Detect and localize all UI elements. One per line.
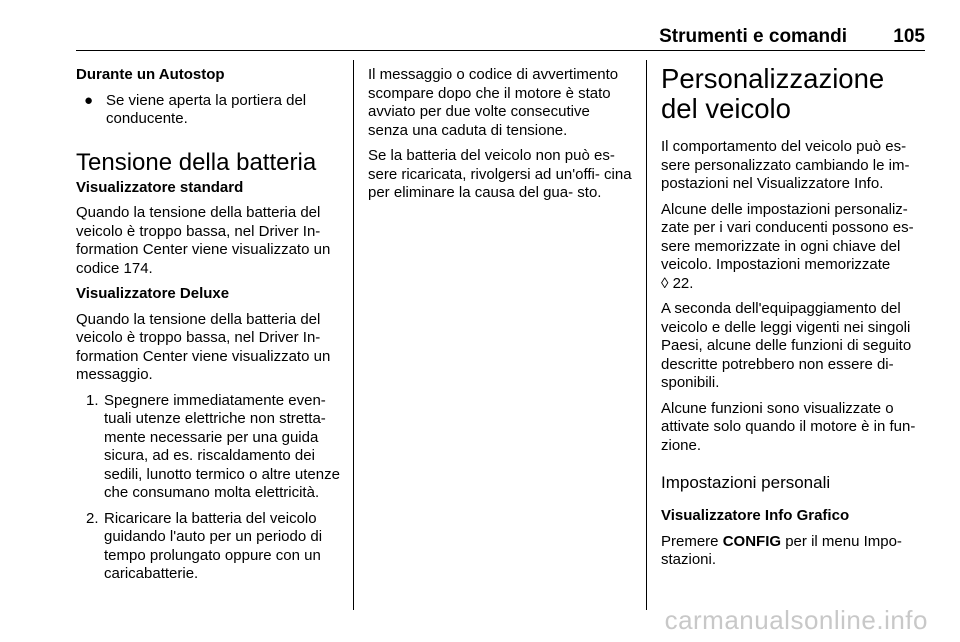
step-text: Spegnere immediatamente even- tuali utenze elettriche non stretta- mente necessarie per una guida sicura, ad es. riscaldamento dei sedili, lunotto termico o altre utenze che consumano molta elettricità. — [104, 391, 340, 501]
column-right — [661, 60, 926, 577]
personalization-intro: Il comportamento del veicolo può es- sere personalizzato cambiando le im- postazioni nel Visualizzatore Info. — [661, 138, 910, 192]
autostop-title: Durante un Autostop — [76, 66, 225, 83]
personal-settings-heading: Impostazioni personali — [661, 473, 831, 492]
battery-heading: Tensione della batteria — [76, 148, 317, 176]
watermark: carmanualsonline.info — [664, 605, 928, 635]
step-item — [86, 392, 340, 503]
warning-message-text: Il messaggio o codice di avvertimento scompare dopo che il motore è stato avviato per due volte consecutive senza una caduta di tensione. — [368, 66, 619, 139]
step-item — [86, 510, 340, 584]
step-number: 2. — [86, 509, 99, 527]
equipment-note: A seconda dell'equipaggiamento del veicolo e delle leggi vigenti nei singoli Paesi, alcune delle funzioni di seguito descritte potrebbero non essere di- sponibili. — [661, 300, 912, 391]
deluxe-display-title: Visualizzatore Deluxe — [76, 285, 230, 302]
deluxe-display-text: Quando la tensione della batteria del veicolo è troppo bassa, nel Driver In- formation Center viene visualizzato un messaggio. — [76, 310, 331, 383]
page-ref-icon: ◊ — [661, 274, 669, 292]
config-key: CONFIG — [722, 532, 782, 550]
battery-recharge-text: Se la batteria del veicolo non può es- sere ricaricata, rivolgersi ad un'offi- cina per eliminare la causa del gua- sto. — [368, 147, 632, 201]
page-number: 105 — [893, 26, 925, 47]
page-header — [76, 26, 925, 52]
info-graphic-title: Visualizzatore Info Grafico — [661, 507, 850, 524]
column-left — [76, 60, 340, 591]
personalization-heading: Personalizzazione del veicolo — [661, 63, 885, 124]
column-middle — [368, 60, 632, 210]
column-divider-2 — [646, 60, 647, 610]
step-number: 1. — [86, 391, 99, 409]
std-display-text: Quando la tensione della batteria del veicolo è troppo bassa, nel Driver In- formation Center viene visualizzato un codice 174. — [76, 204, 331, 277]
personalization-memory-text: Alcune delle impostazioni personaliz- zate per i vari conducenti possono es- sere memorizzate in ogni chiave del veicolo. Impostazioni memorizzate ◊ 22. — [661, 200, 914, 292]
column-divider-1 — [353, 60, 354, 610]
header-divider — [76, 50, 925, 51]
bullet-icon: ● — [84, 91, 94, 109]
page-ref-link[interactable]: 22. — [672, 274, 694, 292]
step-text: Ricaricare la batteria del veicolo guidando l'auto per un periodo di tempo prolungato oppure con un caricabatterie. — [104, 509, 323, 582]
config-instruction: Premere CONFIG per il menu Impo- stazioni. — [661, 532, 902, 568]
std-display-title: Visualizzatore standard — [76, 178, 244, 196]
engine-note: Alcune funzioni sono visualizzate o attivate solo quando il motore è in fun- zione. — [661, 399, 916, 454]
header-title: Strumenti e comandi — [659, 26, 847, 47]
bullet-text: Se viene aperta la portiera del conducente. — [106, 91, 307, 127]
bullet-item — [84, 92, 340, 129]
